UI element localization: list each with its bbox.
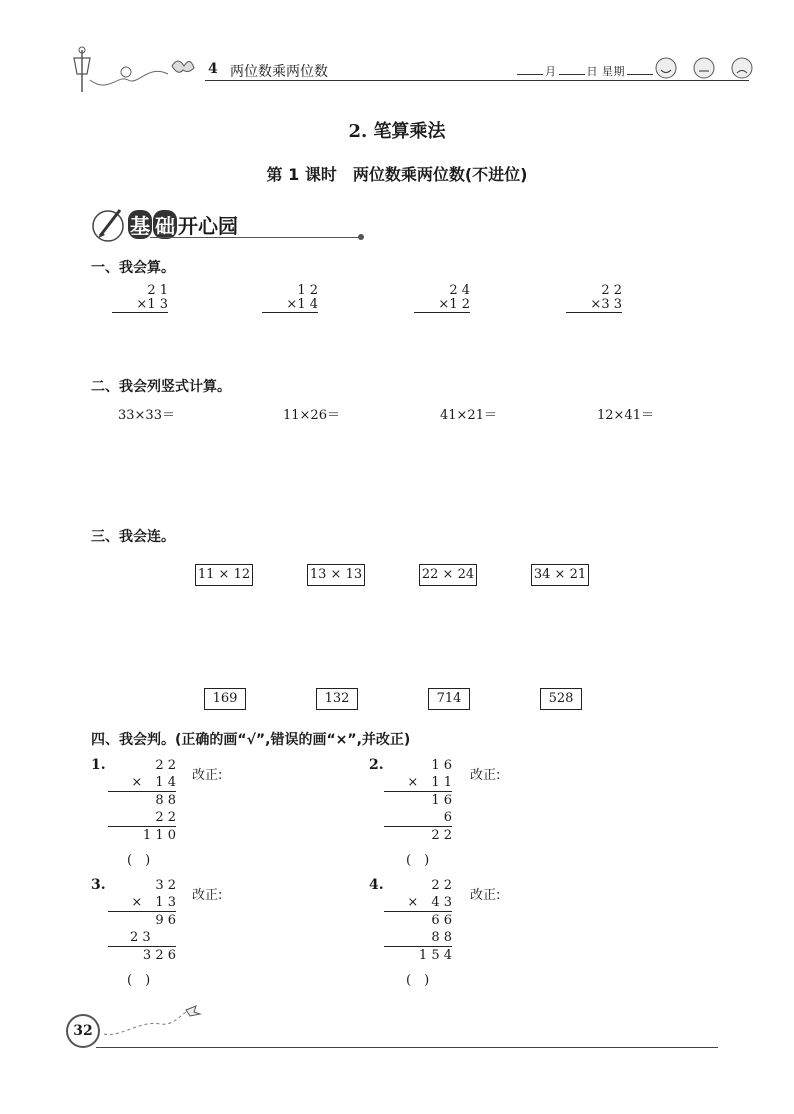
calc-row: × 1 1 — [384, 774, 452, 792]
banner-bubble-1: 基 — [128, 210, 152, 239]
calc-row: 8 8 — [155, 793, 176, 808]
banner-rest: 开心园 — [178, 214, 238, 238]
q4-item-3-calc — [108, 877, 176, 964]
calc-row: × 4 3 — [384, 894, 452, 912]
calc-row: 9 6 — [155, 913, 176, 928]
q3-title: 三、我会连。 — [91, 529, 175, 545]
calc-row: 6 6 — [431, 913, 452, 928]
month-label: 月 — [545, 65, 557, 78]
q1-problem-1 — [112, 284, 168, 313]
calc-row: 2 2 — [108, 809, 176, 827]
q3-expr-box[interactable]: 22 × 24 — [419, 564, 477, 586]
section-title: 2. 笔算乘法 — [348, 121, 446, 142]
answer-paren[interactable]: ( ) — [127, 973, 151, 988]
calc-row: 2 3 — [108, 929, 176, 947]
q3-answer-box[interactable]: 528 — [540, 688, 582, 710]
q1-problem-2 — [262, 284, 318, 313]
fix-label: 改正: — [192, 888, 223, 903]
mood-faces-icon — [654, 56, 754, 80]
q4-item-number: 3. — [91, 877, 106, 893]
q4-item-1-calc — [108, 757, 176, 844]
calc-row: 2 2 — [155, 758, 176, 773]
calc-row: 1 6 — [431, 793, 452, 808]
calc-row: 2 2 — [431, 878, 452, 893]
banner-rule — [150, 237, 360, 238]
q4-title: 四、我会判。(正确的画“√”,错误的画“×”,并改正) — [91, 732, 411, 748]
calc-row: 3 2 — [155, 878, 176, 893]
banner-title — [128, 210, 238, 239]
q1-bottom: ×1 2 — [414, 298, 470, 313]
q2-title: 二、我会列竖式计算。 — [91, 379, 231, 395]
q1-top: 2 2 — [601, 283, 622, 298]
answer-paren[interactable]: ( ) — [127, 853, 151, 868]
calc-row: × 1 3 — [108, 894, 176, 912]
q1-bottom: ×1 4 — [262, 298, 318, 313]
q1-top: 1 2 — [297, 283, 318, 298]
calc-row: 3 2 6 — [142, 948, 176, 963]
q2-expr-4: 12×41＝ — [597, 408, 654, 423]
q1-title: 一、我会算。 — [91, 260, 175, 276]
calc-row: 1 5 4 — [418, 948, 452, 963]
calc-row: 2 2 — [431, 828, 452, 843]
date-fill-area — [515, 63, 655, 79]
q3-expr-box[interactable]: 13 × 13 — [307, 564, 365, 586]
q2-expr-1: 33×33＝ — [118, 408, 175, 423]
unit-number: 4 — [208, 61, 218, 77]
q4-item-4-calc — [384, 877, 452, 964]
calc-row: 1 1 0 — [142, 828, 176, 843]
q1-problem-3 — [414, 284, 470, 313]
page-number: 32 — [66, 1014, 100, 1048]
footer-bird-decoration — [100, 1000, 210, 1040]
calc-row: × 1 4 — [108, 774, 176, 792]
q1-bottom: ×1 3 — [112, 298, 168, 313]
q4-item-2-calc — [384, 757, 452, 844]
banner-bubble-2: 础 — [153, 210, 177, 239]
brush-icon — [90, 204, 130, 244]
weekday-label: 星期 — [602, 65, 625, 78]
fix-label: 改正: — [470, 768, 501, 783]
unit-title: 两位数乘两位数 — [230, 64, 328, 80]
q1-problem-4 — [566, 284, 622, 313]
q3-answer-box[interactable]: 714 — [428, 688, 470, 710]
fix-label: 改正: — [192, 768, 223, 783]
lesson-title: 第 1 课时 两位数乘两位数(不进位) — [266, 165, 528, 184]
answer-paren[interactable]: ( ) — [406, 973, 430, 988]
q4-item-number: 2. — [369, 757, 384, 773]
q4-item-number: 4. — [369, 877, 384, 893]
q3-answer-box[interactable]: 169 — [204, 688, 246, 710]
q2-expr-2: 11×26＝ — [283, 408, 340, 423]
calc-row: 6 — [384, 809, 452, 827]
q1-top: 2 1 — [147, 283, 168, 298]
q1-bottom: ×3 3 — [566, 298, 622, 313]
q1-top: 2 4 — [449, 283, 470, 298]
calc-row: 8 8 — [384, 929, 452, 947]
q4-item-number: 1. — [91, 757, 106, 773]
q2-expr-3: 41×21＝ — [440, 408, 497, 423]
lamp-butterfly-decoration — [68, 44, 198, 94]
q3-answer-box[interactable]: 132 — [316, 688, 358, 710]
day-label: 日 — [586, 65, 598, 78]
q3-expr-box[interactable]: 11 × 12 — [195, 564, 253, 586]
q3-expr-box[interactable]: 34 × 21 — [531, 564, 589, 586]
banner-dot — [358, 234, 364, 240]
fix-label: 改正: — [470, 888, 501, 903]
calc-row: 1 6 — [431, 758, 452, 773]
answer-paren[interactable]: ( ) — [406, 853, 430, 868]
footer-rule — [96, 1047, 718, 1048]
